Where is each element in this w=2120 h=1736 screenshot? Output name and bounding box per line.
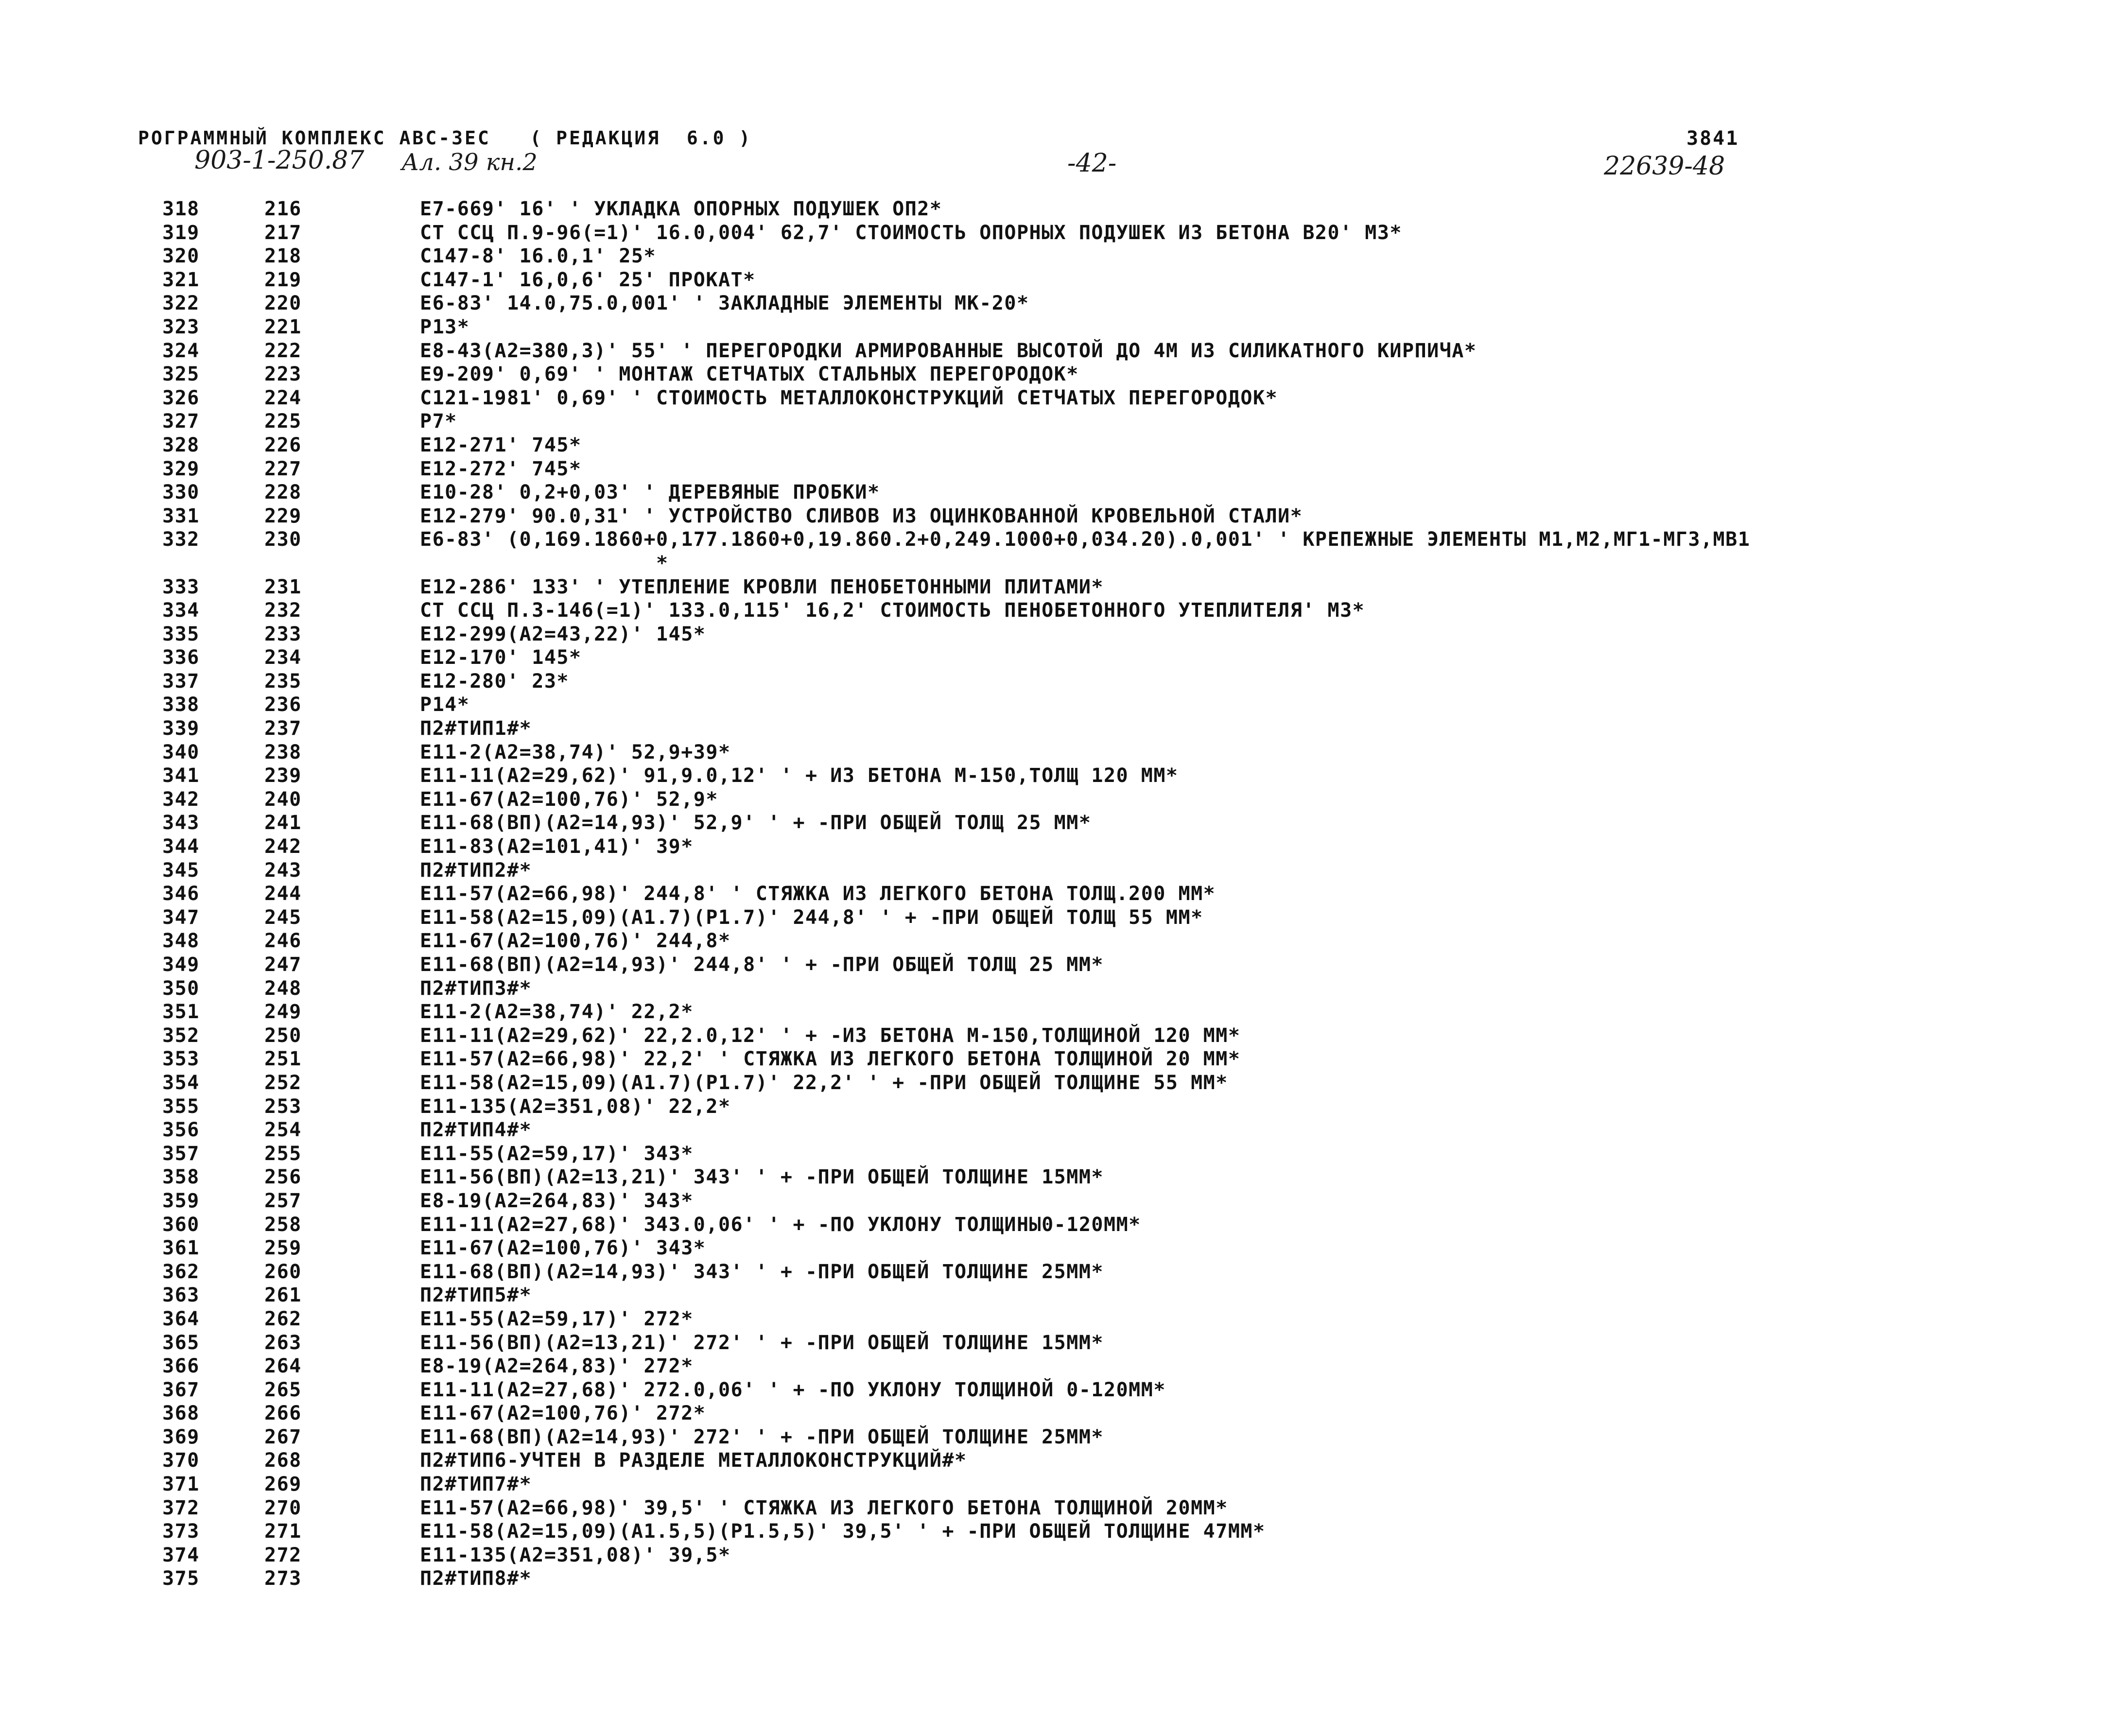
listing-row (162, 1047, 1750, 1071)
statement-text: Е12-271' 745* (420, 434, 582, 456)
listing-row (162, 363, 1750, 386)
line-number: 344 (162, 835, 200, 858)
statement-number: 244 (264, 883, 302, 905)
statement-text: Е12-286' 133' ' УТЕПЛЕНИЕ КРОВЛИ ПЕНОБЕТОННЫМИ ПЛИТАМИ* (420, 575, 1104, 598)
statement-number: 258 (264, 1213, 302, 1236)
statement-text: Е7-669' 16' ' УКЛАДКА ОПОРНЫХ ПОДУШЕК ОП2* (420, 198, 942, 220)
statement-text: Е9-209' 0,69' ' МОНТАЖ СЕТЧАТЫХ СТАЛЬНЫХ ПЕРЕГОРОДОК* (420, 363, 1079, 386)
statement-text: Е12-279' 90.0,31' ' УСТРОЙСТВО СЛИВОВ ИЗ ОЦИНКОВАННОЙ КРОВЕЛЬНОЙ СТАЛИ* (420, 504, 1303, 527)
line-number: 323 (162, 315, 200, 338)
listing-row (162, 1095, 1750, 1119)
listing-row (162, 552, 1750, 575)
handwritten-page-number: -42- (1067, 149, 1117, 178)
statement-text: Е11-2(А2=38,74)' 52,9+39* (420, 741, 731, 764)
statement-number: 230 (264, 528, 302, 551)
listing-row (162, 764, 1750, 788)
line-number: 338 (162, 694, 200, 716)
listing-row (162, 221, 1750, 245)
listing-row (162, 1024, 1750, 1048)
statement-number: 229 (264, 504, 302, 527)
listing-row (162, 197, 1750, 221)
listing-row (162, 1354, 1750, 1378)
statement-number: 241 (264, 812, 302, 834)
listing-row (162, 528, 1750, 552)
statement-number: 235 (264, 670, 302, 693)
listing-row (162, 929, 1750, 953)
line-number: 372 (162, 1496, 200, 1519)
line-number: 351 (162, 1001, 200, 1024)
statement-number: 247 (264, 954, 302, 976)
statement-text: Е11-83(А2=101,41)' 39* (420, 835, 694, 858)
line-number: 337 (162, 670, 200, 693)
listing-row (162, 1331, 1750, 1355)
statement-number: 237 (264, 717, 302, 740)
line-number: 357 (162, 1142, 200, 1165)
listing-row (162, 1307, 1750, 1331)
line-number: 333 (162, 575, 200, 598)
statement-number: 249 (264, 1001, 302, 1024)
statement-text: Е11-57(А2=66,98)' 39,5' ' СТЯЖКА ИЗ ЛЕГКОГО БЕТОНА ТОЛЩИНОЙ 20ММ* (420, 1496, 1228, 1519)
statement-text: Е11-67(А2=100,76)' 52,9* (420, 788, 718, 811)
statement-number: 217 (264, 221, 302, 244)
line-number: 346 (162, 883, 200, 905)
statement-text: С121-1981' 0,69' ' СТОИМОСТЬ МЕТАЛЛОКОНСТРУКЦИЙ СЕТЧАТЫХ ПЕРЕГОРОДОК* (420, 386, 1278, 409)
statement-number (264, 552, 420, 575)
listing-row (162, 1425, 1750, 1449)
listing-row (162, 434, 1750, 457)
line-number: 330 (162, 481, 200, 504)
statement-number: 231 (264, 575, 302, 598)
listing-row (162, 788, 1750, 812)
statement-number: 242 (264, 835, 302, 858)
listing-row (162, 1402, 1750, 1425)
line-number: 340 (162, 741, 200, 764)
statement-text: Е11-67(А2=100,76)' 343* (420, 1237, 706, 1260)
listing-row (162, 1473, 1750, 1496)
line-number: 321 (162, 268, 200, 291)
statement-text: Е11-67(А2=100,76)' 272* (420, 1402, 706, 1425)
statement-text: П2#ТИП3#* (420, 977, 532, 1000)
listing-row (162, 623, 1750, 646)
statement-number: 228 (264, 481, 302, 504)
statement-text: Е11-135(А2=351,08)' 39,5* (420, 1544, 731, 1566)
statement-number: 269 (264, 1473, 302, 1496)
statement-text: П2#ТИП5#* (420, 1284, 532, 1307)
statement-text: П2#ТИП1#* (420, 717, 532, 740)
line-number: 334 (162, 599, 200, 622)
listing-row (162, 386, 1750, 410)
statement-number: 267 (264, 1425, 302, 1448)
listing-row (162, 741, 1750, 764)
line-number: 349 (162, 954, 200, 976)
printout-listing (162, 197, 1750, 1591)
statement-text: Е11-11(А2=29,62)' 91,9.0,12' ' + ИЗ БЕТОНА М-150,ТОЛЩ 120 ММ* (420, 764, 1179, 787)
statement-number: 225 (264, 410, 302, 433)
statement-number: 239 (264, 764, 302, 787)
statement-text: П2#ТИП6-УЧТЕН В РАЗДЕЛЕ МЕТАЛЛОКОНСТРУКЦИЙ#* (420, 1449, 967, 1472)
line-number: 354 (162, 1071, 200, 1094)
statement-number: 221 (264, 315, 302, 338)
line-number: 332 (162, 528, 200, 551)
statement-text: Е11-57(А2=66,98)' 244,8' ' СТЯЖКА ИЗ ЛЕГКОГО БЕТОНА ТОЛЩ.200 ММ* (420, 883, 1216, 905)
statement-text: Е10-28' 0,2+0,03' ' ДЕРЕВЯНЫЕ ПРОБКИ* (420, 481, 880, 504)
statement-number: 248 (264, 977, 302, 1000)
line-number: 355 (162, 1095, 200, 1118)
statement-text: Е6-83' 14.0,75.0,001' ' ЗАКЛАДНЫЕ ЭЛЕМЕНТЫ МК-20* (420, 292, 1029, 315)
listing-row (162, 1000, 1750, 1024)
line-number: 374 (162, 1544, 200, 1566)
statement-text: Е11-135(А2=351,08)' 22,2* (420, 1095, 731, 1118)
line-number: 358 (162, 1166, 200, 1189)
listing-row (162, 1496, 1750, 1520)
statement-text: Е8-43(А2=380,3)' 55' ' ПЕРЕГОРОДКИ АРМИРОВАННЫЕ ВЫСОТОЙ ДО 4М ИЗ СИЛИКАТНОГО КИРПИЧА* (420, 339, 1477, 362)
statement-number: 264 (264, 1355, 302, 1378)
statement-number: 271 (264, 1520, 302, 1543)
line-number: 375 (162, 1567, 200, 1590)
listing-row (162, 292, 1750, 315)
line-number: 335 (162, 623, 200, 645)
line-number (162, 552, 264, 575)
statement-text: Е11-58(А2=15,09)(А1.7)(Р1.7)' 244,8' ' + -ПРИ ОБЩЕЙ ТОЛЩ 55 ММ* (420, 906, 1203, 929)
line-number: 359 (162, 1189, 200, 1212)
line-number: 322 (162, 292, 200, 315)
listing-row (162, 859, 1750, 883)
listing-row (162, 953, 1750, 977)
listing-row (162, 906, 1750, 930)
statement-text: Р13* (420, 315, 470, 338)
line-number: 339 (162, 717, 200, 740)
listing-row (162, 1544, 1750, 1567)
listing-row (162, 717, 1750, 741)
line-number: 326 (162, 386, 200, 409)
statement-text: Е11-58(А2=15,09)(А1.7)(Р1.7)' 22,2' ' + -ПРИ ОБЩЕЙ ТОЛЩИНЕ 55 ММ* (420, 1071, 1228, 1094)
statement-text: Е12-280' 23* (420, 670, 569, 693)
statement-text: Е8-19(А2=264,83)' 343* (420, 1189, 694, 1212)
line-number: 336 (162, 646, 200, 669)
statement-text: С147-1' 16,0,6' 25' ПРОКАТ* (420, 268, 756, 291)
statement-number: 245 (264, 906, 302, 929)
listing-row (162, 1213, 1750, 1237)
statement-text: Е6-83' (0,169.1860+0,177.1860+0,19.860.2+0,249.1000+0,034.20).0,001' ' КРЕПЕЖНЫЕ ЭЛЕМЕНТЫ М1,М2,МГ1-МГ3,МВ1 (420, 528, 1751, 551)
statement-number: 238 (264, 741, 302, 764)
statement-text: Е11-57(А2=66,98)' 22,2' ' СТЯЖКА ИЗ ЛЕГКОГО БЕТОНА ТОЛЩИНОЙ 20 ММ* (420, 1048, 1241, 1071)
line-number: 370 (162, 1449, 200, 1472)
statement-text: Е11-55(А2=59,17)' 343* (420, 1142, 694, 1165)
line-number: 343 (162, 812, 200, 834)
line-number: 348 (162, 930, 200, 953)
listing-row (162, 1567, 1750, 1591)
statement-number: 222 (264, 339, 302, 362)
line-number: 325 (162, 363, 200, 386)
statement-text: Е11-11(А2=27,68)' 343.0,06' ' + -ПО УКЛОНУ ТОЛЩИНЫ0-120ММ* (420, 1213, 1141, 1236)
line-number: 319 (162, 221, 200, 244)
line-number: 345 (162, 859, 200, 882)
line-number: 353 (162, 1048, 200, 1071)
statement-text: СТ ССЦ П.9-96(=1)' 16.0,004' 62,7' СТОИМОСТЬ ОПОРНЫХ ПОДУШЕК ИЗ БЕТОНА В20' М3* (420, 221, 1402, 244)
line-number: 369 (162, 1425, 200, 1448)
page-code: 3841 (1686, 127, 1739, 150)
listing-row (162, 811, 1750, 835)
statement-number: 256 (264, 1166, 302, 1189)
statement-number: 246 (264, 930, 302, 953)
line-number: 328 (162, 434, 200, 456)
statement-text: Р14* (420, 694, 470, 716)
listing-row (162, 504, 1750, 528)
statement-number: 259 (264, 1237, 302, 1260)
line-number: 367 (162, 1378, 200, 1401)
statement-number: 220 (264, 292, 302, 315)
listing-row (162, 1284, 1750, 1307)
listing-row (162, 882, 1750, 906)
statement-text: Е11-68(ВП)(А2=14,93)' 343' ' + -ПРИ ОБЩЕЙ ТОЛЩИНЕ 25ММ* (420, 1260, 1104, 1283)
statement-number: 257 (264, 1189, 302, 1212)
statement-text: Е11-55(А2=59,17)' 272* (420, 1307, 694, 1330)
statement-number: 216 (264, 198, 302, 220)
statement-text: СТ ССЦ П.3-146(=1)' 133.0,115' 16,2' СТОИМОСТЬ ПЕНОБЕТОННОГО УТЕПЛИТЕЛЯ' М3* (420, 599, 1365, 622)
statement-text: Е11-58(А2=15,09)(А1.5,5)(Р1.5,5)' 39,5' ' + -ПРИ ОБЩЕЙ ТОЛЩИНЕ 47ММ* (420, 1520, 1266, 1543)
statement-number: 268 (264, 1449, 302, 1472)
listing-row (162, 1142, 1750, 1166)
listing-row (162, 1260, 1750, 1284)
statement-number: 252 (264, 1071, 302, 1094)
line-number: 365 (162, 1331, 200, 1354)
listing-row (162, 1165, 1750, 1189)
statement-text: Е8-19(А2=264,83)' 272* (420, 1355, 694, 1378)
line-number: 331 (162, 504, 200, 527)
line-number: 364 (162, 1307, 200, 1330)
handwritten-project-number: 903-1-250.87 (194, 146, 365, 175)
listing-row (162, 1189, 1750, 1213)
listing-row (162, 599, 1750, 623)
statement-number: 262 (264, 1307, 302, 1330)
statement-number: 219 (264, 268, 302, 291)
statement-number: 273 (264, 1567, 302, 1590)
statement-text: Е12-299(А2=43,22)' 145* (420, 623, 706, 645)
statement-text: С147-8' 16.0,1' 25* (420, 245, 657, 268)
statement-number: 226 (264, 434, 302, 456)
listing-row (162, 670, 1750, 694)
line-number: 350 (162, 977, 200, 1000)
statement-number: 227 (264, 457, 302, 480)
line-number: 329 (162, 457, 200, 480)
statement-text: Е11-56(ВП)(А2=13,21)' 343' ' + -ПРИ ОБЩЕЙ ТОЛЩИНЕ 15ММ* (420, 1166, 1104, 1189)
statement-number: 250 (264, 1024, 302, 1047)
line-number: 347 (162, 906, 200, 929)
line-number: 373 (162, 1520, 200, 1543)
line-number: 362 (162, 1260, 200, 1283)
statement-number: 263 (264, 1331, 302, 1354)
listing-row (162, 977, 1750, 1001)
listing-row (162, 693, 1750, 717)
program-header: РОГРАММНЫЙ КОМПЛЕКС АВС-3ЕС ( РЕДАКЦИЯ 6.0 ) (138, 127, 752, 149)
line-number: 360 (162, 1213, 200, 1236)
statement-number: 260 (264, 1260, 302, 1283)
statement-number: 224 (264, 386, 302, 409)
line-number: 361 (162, 1237, 200, 1260)
statement-text: Е11-68(ВП)(А2=14,93)' 244,8' ' + -ПРИ ОБЩЕЙ ТОЛЩ 25 ММ* (420, 954, 1104, 976)
listing-row (162, 835, 1750, 859)
statement-number: 255 (264, 1142, 302, 1165)
line-number: 320 (162, 245, 200, 268)
statement-number: 253 (264, 1095, 302, 1118)
statement-text: П2#ТИП8#* (420, 1567, 532, 1590)
line-number: 356 (162, 1119, 200, 1142)
statement-number: 240 (264, 788, 302, 811)
statement-number: 232 (264, 599, 302, 622)
listing-row (162, 575, 1750, 599)
line-number: 341 (162, 764, 200, 787)
line-number: 371 (162, 1473, 200, 1496)
listing-row (162, 1520, 1750, 1544)
statement-number: 234 (264, 646, 302, 669)
statement-number: 265 (264, 1378, 302, 1401)
handwritten-album: Ал. 39 кн.2 (401, 149, 538, 176)
listing-row (162, 410, 1750, 434)
listing-row (162, 315, 1750, 339)
statement-text: Е12-272' 745* (420, 457, 582, 480)
listing-row (162, 646, 1750, 670)
statement-number: 266 (264, 1402, 302, 1425)
statement-text: Е11-68(ВП)(А2=14,93)' 52,9' ' + -ПРИ ОБЩЕЙ ТОЛЩ 25 ММ* (420, 812, 1092, 834)
line-number: 342 (162, 788, 200, 811)
statement-text: Е11-68(ВП)(А2=14,93)' 272' ' + -ПРИ ОБЩЕЙ ТОЛЩИНЕ 25ММ* (420, 1425, 1104, 1448)
statement-number: 261 (264, 1284, 302, 1307)
listing-row (162, 1118, 1750, 1142)
statement-number: 243 (264, 859, 302, 882)
listing-row (162, 481, 1750, 504)
statement-number: 270 (264, 1496, 302, 1519)
line-number: 368 (162, 1402, 200, 1425)
listing-row (162, 1236, 1750, 1260)
statement-text: П2#ТИП4#* (420, 1119, 532, 1142)
statement-text: Е11-67(А2=100,76)' 244,8* (420, 930, 731, 953)
statement-number: 233 (264, 623, 302, 645)
statement-text: Е11-2(А2=38,74)' 22,2* (420, 1001, 694, 1024)
statement-text: П2#ТИП7#* (420, 1473, 532, 1496)
statement-text: Е11-11(А2=27,68)' 272.0,06' ' + -ПО УКЛОНУ ТОЛЩИНОЙ 0-120ММ* (420, 1378, 1166, 1401)
line-number: 363 (162, 1284, 200, 1307)
listing-row (162, 339, 1750, 363)
statement-text: Р7* (420, 410, 457, 433)
line-number: 318 (162, 198, 200, 220)
listing-row (162, 1378, 1750, 1402)
statement-number: 236 (264, 694, 302, 716)
line-number: 352 (162, 1024, 200, 1047)
statement-text: П2#ТИП2#* (420, 859, 532, 882)
statement-text: * (420, 552, 669, 574)
listing-row (162, 1071, 1750, 1095)
line-number: 366 (162, 1355, 200, 1378)
statement-number: 218 (264, 245, 302, 268)
statement-number: 254 (264, 1119, 302, 1142)
listing-row (162, 1449, 1750, 1473)
statement-text: Е11-56(ВП)(А2=13,21)' 272' ' + -ПРИ ОБЩЕЙ ТОЛЩИНЕ 15ММ* (420, 1331, 1104, 1354)
statement-number: 272 (264, 1544, 302, 1566)
line-number: 327 (162, 410, 200, 433)
listing-row (162, 457, 1750, 481)
listing-row (162, 268, 1750, 292)
line-number: 324 (162, 339, 200, 362)
listing-row (162, 244, 1750, 268)
statement-text: Е12-170' 145* (420, 646, 582, 669)
statement-number: 223 (264, 363, 302, 386)
statement-number: 251 (264, 1048, 302, 1071)
statement-text: Е11-11(А2=29,62)' 22,2.0,12' ' + -ИЗ БЕТОНА М-150,ТОЛЩИНОЙ 120 ММ* (420, 1024, 1241, 1047)
handwritten-document-number: 22639-48 (1604, 152, 1725, 181)
